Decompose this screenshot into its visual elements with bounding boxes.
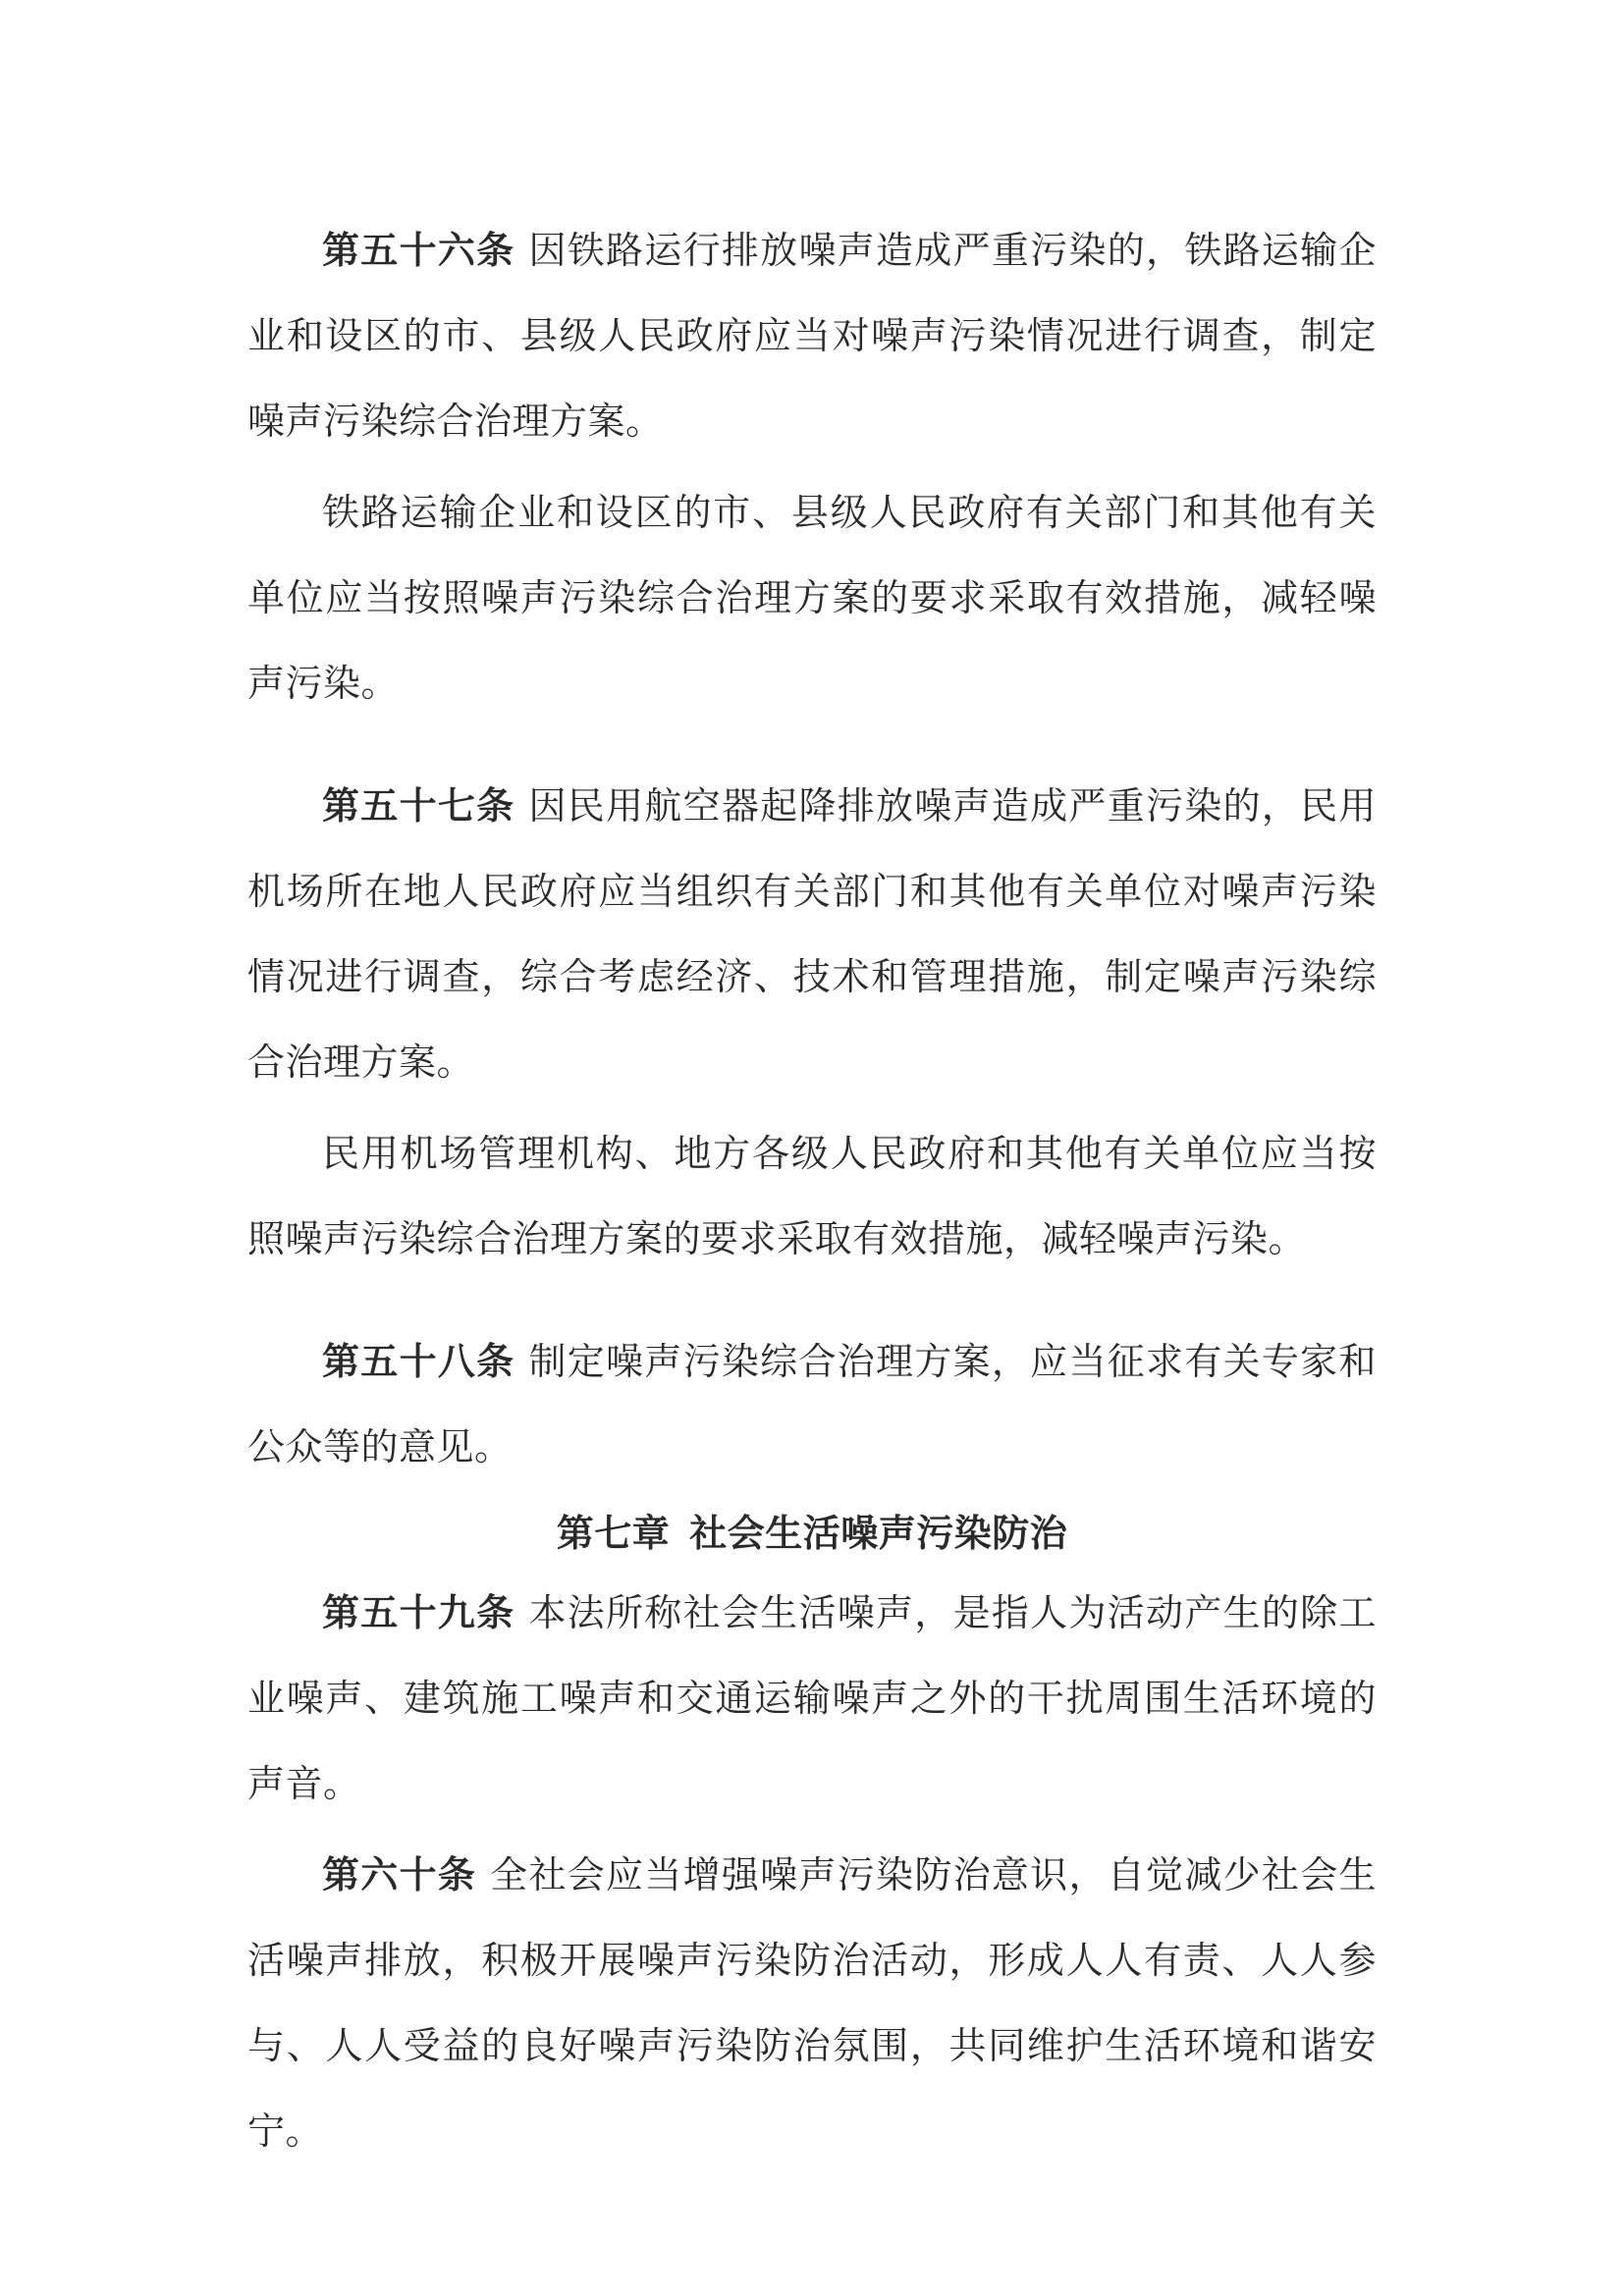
document-body: [247, 208, 1377, 2174]
article-56-para-1: [247, 208, 1377, 464]
article-number: 第五十七条: [322, 784, 515, 828]
article-text: 制定噪声污染综合治理方案，应当征求有关专家和公众等的意见。: [247, 1340, 1377, 1468]
article-number: 第六十条: [322, 1853, 477, 1896]
article-56-para-2: [247, 470, 1377, 726]
article-number: 第五十六条: [322, 229, 515, 272]
article-59-para: [247, 1571, 1377, 1827]
article-number: 第五十八条: [322, 1340, 515, 1383]
chapter-number: 第七章: [556, 1512, 671, 1555]
article-57-para-1: [247, 764, 1377, 1105]
article-text: 全社会应当增强噪声污染防治意识，自觉减少社会生活噪声排放，积极开展噪声污染防治活动，形成人人有责、人人参与、人人受益的良好噪声污染防治氛围，共同维护生活环境和谐安宁。: [247, 1853, 1377, 2153]
chapter-title: 社会生活噪声污染防治: [689, 1512, 1068, 1555]
article-text: 本法所称社会生活噪声，是指人为活动产生的除工业噪声、建筑施工噪声和交通运输噪声之外的干扰周围生活环境的声音。: [247, 1591, 1377, 1805]
article-number: 第五十九条: [322, 1591, 515, 1634]
article-text: 铁路运输企业和设区的市、县级人民政府有关部门和其他有关单位应当按照噪声污染综合治理方案的要求采取有效措施，减轻噪声污染。: [247, 491, 1377, 705]
article-text: 因铁路运行排放噪声造成严重污染的，铁路运输企业和设区的市、县级人民政府应当对噪声污染情况进行调查，制定噪声污染综合治理方案。: [247, 229, 1377, 443]
article-60-para: [247, 1833, 1377, 2174]
chapter-heading: [247, 1496, 1377, 1571]
article-text: 民用机场管理机构、地方各级人民政府和其他有关单位应当按照噪声污染综合治理方案的要求采取有效措施，减轻噪声污染。: [247, 1132, 1377, 1260]
article-57-para-2: [247, 1111, 1377, 1282]
article-text: 因民用航空器起降排放噪声造成严重污染的，民用机场所在地人民政府应当组织有关部门和其他有关单位对噪声污染情况进行调查，综合考虑经济、技术和管理措施，制定噪声污染综合治理方案。: [247, 784, 1377, 1084]
article-58-para-1: [247, 1319, 1377, 1490]
